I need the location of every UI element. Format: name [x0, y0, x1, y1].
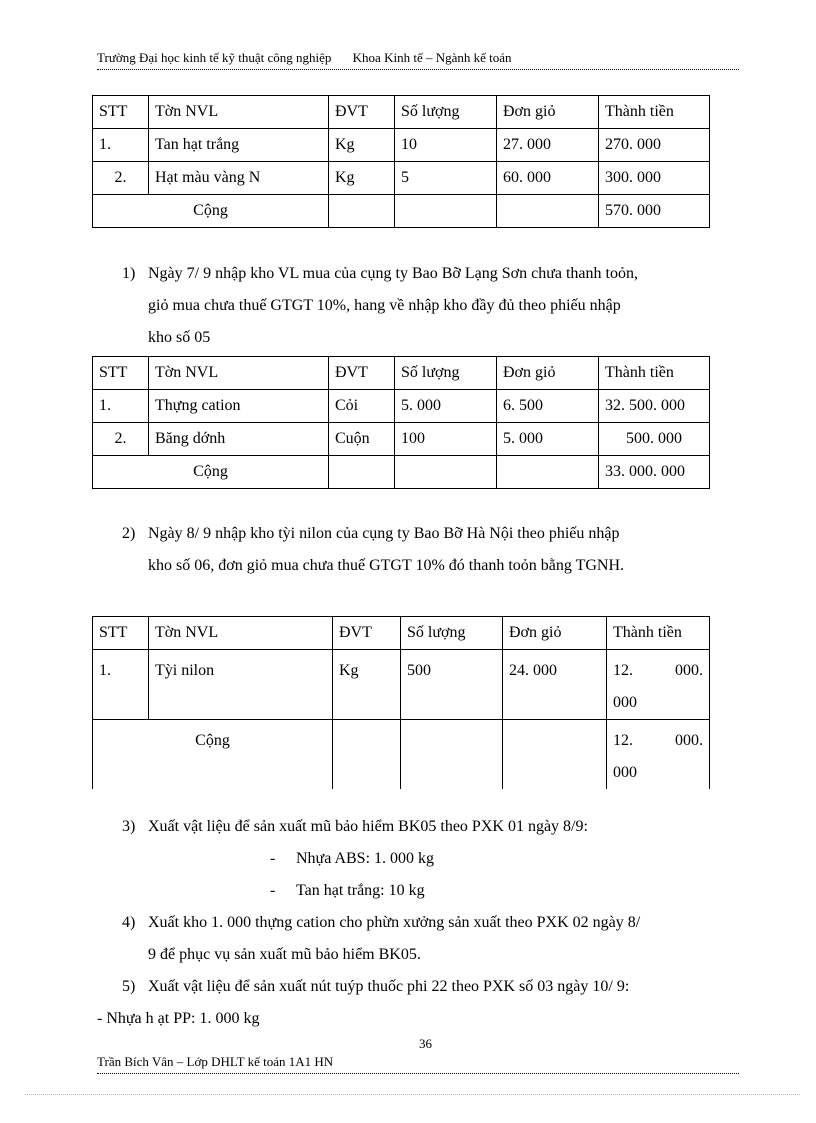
cell-qty: 10 [395, 129, 497, 162]
cell-stt: 2. [93, 423, 149, 456]
cell-qty: 500 [401, 650, 503, 720]
item-text: Xuất vật liệu để sản xuất mũ bảo hiểm BK05 theo PXK 01 ngày 8/9: [148, 818, 588, 835]
cell-price: 24. 000 [503, 650, 607, 720]
item-text: Xuất vật liệu để sản xuất nút tuýp thuốc phi 22 theo PXK số 03 ngày 10/ 9: [148, 978, 630, 995]
table-row [93, 423, 710, 456]
table-header-row [93, 357, 710, 390]
item-text: giỏ mua chưa thuế GTGT 10%, hang về nhập kho đầy đủ theo phiếu nhập [148, 297, 621, 314]
empty-cell [333, 720, 401, 790]
item-text: Ngày 7/ 9 nhập kho VL mua của cụng ty Bao Bỡ Lạng Sơn chưa thanh toỏn, [148, 265, 638, 282]
table-header-row [93, 617, 710, 650]
item-number: 2) [122, 525, 136, 542]
cell-name: Thựng cation [149, 390, 329, 423]
col-header: Thành tiền [607, 617, 710, 650]
item-3-paragraph [122, 811, 739, 843]
cell-stt: 1. [93, 390, 149, 423]
cell-price: 27. 000 [497, 129, 599, 162]
amount-part: 000 [613, 764, 637, 781]
item-text: kho số 06, đơn giỏ mua chưa thuế GTGT 10% đó thanh toỏn bằng TGNH. [148, 557, 625, 574]
cell-name: Tỳi nilon [149, 650, 333, 720]
empty-cell [401, 720, 503, 790]
bullet-item [270, 843, 434, 875]
item-text: Xuất kho 1. 000 thựng cation cho phừn xưởng sản xuất theo PXK 02 ngày 8/ [148, 914, 641, 931]
item-number: 4) [122, 914, 136, 931]
cell-unit: Kg [333, 650, 401, 720]
bullet-text: Nhựa ABS: 1. 000 kg [296, 850, 435, 867]
empty-cell [329, 195, 395, 228]
empty-cell [395, 195, 497, 228]
col-header: ĐVT [329, 357, 395, 390]
table-row [93, 390, 710, 423]
amount-part: 000. [675, 732, 703, 749]
cell-name: Băng dớnh [149, 423, 329, 456]
col-header: STT [93, 357, 149, 390]
cell-price: 6. 500 [497, 390, 599, 423]
col-header: STT [93, 96, 149, 129]
table-total-row [93, 720, 710, 790]
table-header-row [93, 96, 710, 129]
cell-stt: 1. [93, 650, 149, 720]
item-1-paragraph [122, 258, 739, 354]
cell-amount: 270. 000 [599, 129, 710, 162]
empty-cell [503, 720, 607, 790]
item-number: 3) [122, 818, 136, 835]
table-total-row [93, 195, 710, 228]
item-2-paragraph [122, 518, 739, 582]
col-header: Số lượng [395, 96, 497, 129]
amount-part: 12. [613, 732, 633, 749]
total-amount: 33. 000. 000 [599, 456, 710, 489]
faculty-name: Khoa Kinh tế – Ngành kế toán [352, 50, 512, 65]
total-label: Cộng [93, 195, 329, 228]
table-row [93, 650, 710, 720]
page-header [97, 50, 739, 70]
last-line: - Nhựa h ạt PP: 1. 000 kg [97, 1010, 260, 1027]
cell-amount: 300. 000 [599, 162, 710, 195]
col-header: Số lượng [401, 617, 503, 650]
amount-part: 000. [675, 662, 703, 679]
page-number: 36 [419, 1036, 432, 1051]
amount-part: 12. [613, 662, 633, 679]
cell-amount: 32. 500. 000 [599, 390, 710, 423]
item-number: 5) [122, 978, 136, 995]
col-header: Số lượng [395, 357, 497, 390]
item-text: 9 để phục vụ sản xuất mũ bảo hiểm BK05. [148, 946, 421, 963]
cell-unit: Cuộn [329, 423, 395, 456]
col-header: Tờn NVL [149, 96, 329, 129]
table-materials-2 [92, 356, 710, 489]
cell-name: Tan hạt trắng [149, 129, 329, 162]
table-total-row [93, 456, 710, 489]
col-header: ĐVT [329, 96, 395, 129]
col-header: Đơn giỏ [497, 96, 599, 129]
empty-cell [497, 195, 599, 228]
dash-icon: - [270, 850, 276, 867]
page-footer: Trần Bích Vân – Lớp DHLT kế toán 1A1 HN [97, 1054, 739, 1074]
total-label: Cộng [93, 720, 333, 790]
total-label: Cộng [93, 456, 329, 489]
col-header: Tờn NVL [149, 357, 329, 390]
table-materials-3 [92, 616, 710, 789]
cell-unit: Cỏi [329, 390, 395, 423]
item-text: Ngày 8/ 9 nhập kho tỳi nilon của cụng ty Bao Bỡ Hà Nội theo phiếu nhập [148, 525, 620, 542]
cell-stt: 2. [93, 162, 149, 195]
bottom-divider [25, 1094, 800, 1095]
cell-qty: 100 [395, 423, 497, 456]
total-amount [607, 720, 710, 790]
amount-line [613, 655, 703, 687]
item-5-paragraph [122, 971, 739, 1003]
cell-amount [607, 650, 710, 720]
col-header: Thành tiền [599, 96, 710, 129]
bullet-text: Tan hạt trắng: 10 kg [296, 882, 425, 899]
item-4-paragraph [122, 907, 739, 971]
cell-qty: 5 [395, 162, 497, 195]
school-name: Trường Đại học kinh tế kỹ thuật công nghiệp [97, 50, 332, 65]
cell-stt: 1. [93, 129, 149, 162]
dash-icon: - [270, 882, 276, 899]
table-row [93, 129, 710, 162]
table-materials-1 [92, 95, 710, 228]
cell-price: 60. 000 [497, 162, 599, 195]
empty-cell [329, 456, 395, 489]
empty-cell [395, 456, 497, 489]
col-header: Đơn giỏ [503, 617, 607, 650]
item-text: kho số 05 [148, 329, 211, 346]
table-row [93, 162, 710, 195]
cell-amount: 500. 000 [599, 423, 710, 456]
total-amount: 570. 000 [599, 195, 710, 228]
bullet-item [270, 875, 425, 907]
col-header: Tờn NVL [149, 617, 333, 650]
cell-name: Hạt màu vàng N [149, 162, 329, 195]
col-header: ĐVT [333, 617, 401, 650]
empty-cell [497, 456, 599, 489]
cell-qty: 5. 000 [395, 390, 497, 423]
item-number: 1) [122, 265, 136, 282]
cell-price: 5. 000 [497, 423, 599, 456]
col-header: Đơn giỏ [497, 357, 599, 390]
amount-line [613, 725, 703, 757]
col-header: Thành tiền [599, 357, 710, 390]
cell-unit: Kg [329, 162, 395, 195]
cell-unit: Kg [329, 129, 395, 162]
amount-part: 000 [613, 694, 637, 711]
col-header: STT [93, 617, 149, 650]
